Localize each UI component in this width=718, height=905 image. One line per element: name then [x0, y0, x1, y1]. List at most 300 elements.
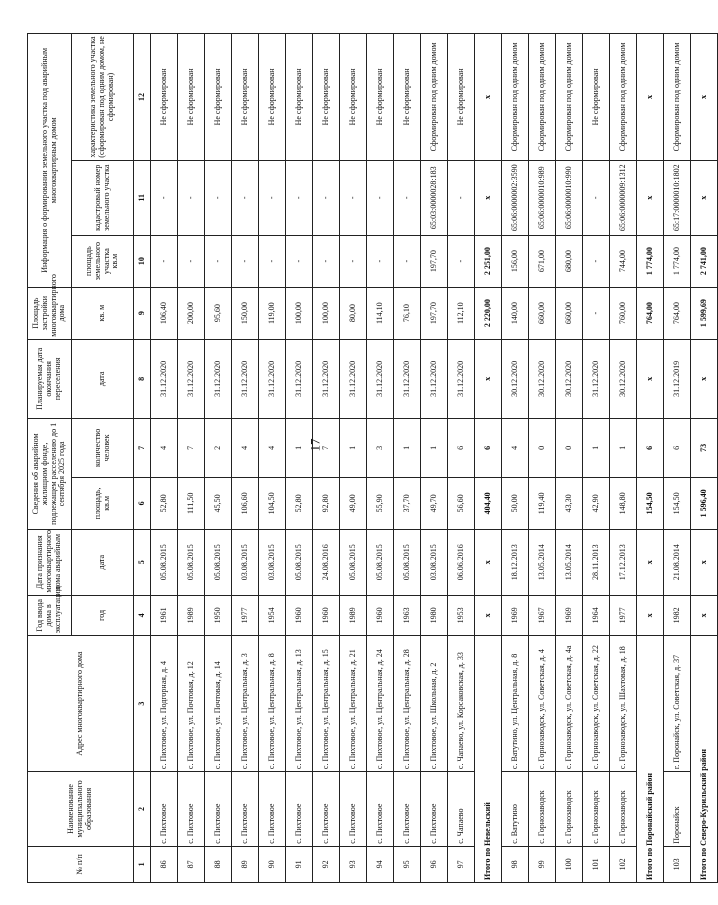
row-number: 92	[313, 846, 340, 882]
address-cell: с. Пихтовое, ул. Школьная, д. 2	[421, 636, 448, 772]
address-cell: с. Чапаево, ул. Корсаковская, д. 33	[448, 636, 475, 772]
column-number: 1	[134, 846, 151, 882]
address-cell: с. Горнозаводск, ул. Советская, д. 4	[529, 636, 556, 772]
cadastral-cell: -	[340, 160, 367, 235]
emergency-date-cell: 06.06.2016	[448, 529, 475, 595]
address-cell: г. Поронайск, ул. Советская, д. 37	[664, 636, 691, 772]
land-area-cell: -	[259, 235, 286, 287]
table-row	[286, 34, 313, 883]
address-cell: с. Пихтовое, ул. Центральная, д. 3	[232, 636, 259, 772]
planned-date-cell: 30.12.2020	[556, 339, 583, 418]
characteristic-cell: Не сформирован	[367, 34, 394, 161]
characteristic-cell: Сформирован под одним домом	[556, 34, 583, 161]
header-address: Адрес многоквартирного дома	[28, 636, 134, 772]
total-larea-cell: 2 251,00	[475, 235, 502, 287]
planned-date-cell: 31.12.2020	[232, 339, 259, 418]
municipality-cell: с. Пихтовое	[367, 772, 394, 847]
resettle-area-cell: 154,50	[664, 477, 691, 529]
planned-date-cell: 30.12.2020	[502, 339, 529, 418]
planned-date-cell: 30.12.2020	[610, 339, 637, 418]
house-area-cell: 112,10	[448, 287, 475, 339]
resettle-area-cell: 148,80	[610, 477, 637, 529]
municipality-cell: с. Горнозаводск	[583, 772, 610, 847]
cadastral-cell: -	[367, 160, 394, 235]
header-land-area	[72, 235, 134, 287]
planned-date-cell: 31.12.2020	[151, 339, 178, 418]
year-cell: 1989	[178, 595, 205, 636]
table-row	[610, 34, 637, 883]
total-harea-cell: 764,00	[637, 287, 664, 339]
total-plan-cell: х	[691, 339, 718, 418]
total-year-cell: х	[691, 595, 718, 636]
total-area-cell: 1 596,40	[691, 477, 718, 529]
total-label: Итого по Поронайский район	[637, 636, 664, 883]
table-row	[502, 34, 529, 883]
emergency-date-cell: 05.08.2015	[178, 529, 205, 595]
people-cell: 6	[664, 418, 691, 477]
people-cell: 4	[232, 418, 259, 477]
resettle-area-cell: 106,60	[232, 477, 259, 529]
emergency-date-cell: 03.08.2015	[232, 529, 259, 595]
column-number: 4	[134, 595, 151, 636]
address-cell: с. Горнозаводск, ул. Шахтовая, д. 18	[610, 636, 637, 772]
house-area-cell: -	[583, 287, 610, 339]
total-people-cell: 73	[691, 418, 718, 477]
table-row	[421, 34, 448, 883]
table-row	[313, 34, 340, 883]
characteristic-cell: Не сформирован	[232, 34, 259, 161]
house-area-cell: 660,00	[529, 287, 556, 339]
total-char-cell: х	[475, 34, 502, 161]
address-cell: с. Пихтовое, ул. Центральная, д. 24	[367, 636, 394, 772]
row-number: 102	[610, 846, 637, 882]
year-cell: 1960	[286, 595, 313, 636]
people-cell: 7	[178, 418, 205, 477]
characteristic-cell: Сформирован под одним домом	[610, 34, 637, 161]
emergency-date-cell: 17.12.2013	[610, 529, 637, 595]
house-area-cell: 80,00	[340, 287, 367, 339]
address-cell: с. Пихтовое, ул. Центральная, д. 15	[313, 636, 340, 772]
house-area-cell: 660,00	[556, 287, 583, 339]
header-characteristic: характеристика земельного участка (сформирован под одним домом, не сформирован)	[72, 34, 134, 161]
characteristic-cell: Не сформирован	[205, 34, 232, 161]
table-row	[205, 34, 232, 883]
cadastral-cell: -	[394, 160, 421, 235]
people-cell: 4	[502, 418, 529, 477]
cadastral-cell: -	[205, 160, 232, 235]
characteristic-cell: Сформирован под одним домом	[529, 34, 556, 161]
table-row	[394, 34, 421, 883]
planned-date-cell: 31.12.2020	[178, 339, 205, 418]
house-area-cell: 140,00	[502, 287, 529, 339]
address-cell: с. Пихтовое, ул. Центральная, д. 13	[286, 636, 313, 772]
municipality-cell: с. Пихтовое	[259, 772, 286, 847]
house-area-cell: 76,10	[394, 287, 421, 339]
municipality-cell: Поронайск	[664, 772, 691, 847]
land-area-cell: 680,00	[556, 235, 583, 287]
municipality-cell: с. Пихтовое	[421, 772, 448, 847]
characteristic-cell: Сформирован под одним домом	[502, 34, 529, 161]
house-area-cell: 150,00	[232, 287, 259, 339]
emergency-date-cell: 24.08.2016	[313, 529, 340, 595]
cadastral-cell: -	[313, 160, 340, 235]
resettle-area-cell: 42,90	[583, 477, 610, 529]
column-number: 7	[134, 418, 151, 477]
row-number: 100	[556, 846, 583, 882]
resettle-area-cell: 52,80	[286, 477, 313, 529]
planned-date-cell: 31.12.2019	[664, 339, 691, 418]
table-row	[556, 34, 583, 883]
cadastral-cell: 65:06:0000010:989	[529, 160, 556, 235]
header-resettle: Сведения об аварийном жилищном фонде, подлежащем расселению до 1 сентября 2025 года	[28, 418, 72, 529]
house-area-cell: 95,60	[205, 287, 232, 339]
cadastral-cell: -	[583, 160, 610, 235]
row-number: 91	[286, 846, 313, 882]
resettle-area-cell: 49,00	[340, 477, 367, 529]
emergency-housing-table	[27, 33, 718, 883]
land-area-cell: -	[448, 235, 475, 287]
total-larea-cell: 1 774,00	[637, 235, 664, 287]
total-row	[475, 34, 502, 883]
land-area-cell: 671,00	[529, 235, 556, 287]
planned-date-cell: 31.12.2020	[367, 339, 394, 418]
planned-date-cell: 31.12.2020	[205, 339, 232, 418]
row-number: 98	[502, 846, 529, 882]
emergency-date-cell: 03.08.2015	[259, 529, 286, 595]
characteristic-cell: Не сформирован	[394, 34, 421, 161]
land-area-cell: 1 774,00	[664, 235, 691, 287]
emergency-date-cell: 21.08.2014	[664, 529, 691, 595]
address-cell: с. Пихтовое, ул. Подгорная, д. 4	[151, 636, 178, 772]
land-area-cell: 156,00	[502, 235, 529, 287]
planned-date-cell: 31.12.2020	[286, 339, 313, 418]
header-emergency-date-sub: дата	[72, 529, 134, 595]
characteristic-cell: Не сформирован	[151, 34, 178, 161]
land-area-cell: -	[394, 235, 421, 287]
address-cell: с. Пихтовое, ул. Почтовая, д. 12	[178, 636, 205, 772]
row-number: 89	[232, 846, 259, 882]
resettle-area-cell: 92,80	[313, 477, 340, 529]
total-cad-cell: х	[691, 160, 718, 235]
municipality-cell: с. Ватутино	[502, 772, 529, 847]
total-row	[691, 34, 718, 883]
header-emergency-date: Дата признания многоквартирного дома аварийным	[28, 529, 72, 595]
house-area-cell: 114,10	[367, 287, 394, 339]
land-area-cell: -	[286, 235, 313, 287]
cadastral-cell: -	[286, 160, 313, 235]
resettle-area-cell: 55,90	[367, 477, 394, 529]
address-cell: с. Горнозаводск, ул. Советская, д. 22	[583, 636, 610, 772]
characteristic-cell: Не сформирован	[313, 34, 340, 161]
planned-date-cell: 31.12.2020	[448, 339, 475, 418]
people-cell: 1	[394, 418, 421, 477]
municipality-cell: с. Пихтовое	[313, 772, 340, 847]
column-number: 6	[134, 477, 151, 529]
cadastral-cell: 65:06:0000010:990	[556, 160, 583, 235]
land-area-cell: 197,70	[421, 235, 448, 287]
row-number: 97	[448, 846, 475, 882]
land-area-cell: -	[178, 235, 205, 287]
year-cell: 1964	[583, 595, 610, 636]
header-land-area-label: площадь земельного участка	[83, 241, 111, 281]
municipality-cell: с. Пихтовое	[394, 772, 421, 847]
emergency-date-cell: 03.08.2015	[421, 529, 448, 595]
year-cell: 1954	[259, 595, 286, 636]
municipality-cell: с. Чапаево	[448, 772, 475, 847]
resettle-area-cell: 50,00	[502, 477, 529, 529]
column-number: 10	[134, 235, 151, 287]
total-char-cell: х	[691, 34, 718, 161]
municipality-cell: с. Пихтовое	[178, 772, 205, 847]
land-area-cell: -	[151, 235, 178, 287]
address-cell: с. Пихтовое, ул. Центральная, д. 8	[259, 636, 286, 772]
land-area-cell: -	[313, 235, 340, 287]
resettle-area-cell: 111,50	[178, 477, 205, 529]
emergency-date-cell: 28.11.2013	[583, 529, 610, 595]
table-row	[232, 34, 259, 883]
house-area-cell: 760,00	[610, 287, 637, 339]
house-area-cell: 197,70	[421, 287, 448, 339]
year-cell: 1950	[205, 595, 232, 636]
resettle-area-cell: 119,40	[529, 477, 556, 529]
year-cell: 1969	[556, 595, 583, 636]
table-row	[664, 34, 691, 883]
municipality-cell: с. Пихтовое	[151, 772, 178, 847]
planned-date-cell: 31.12.2020	[421, 339, 448, 418]
total-cad-cell: х	[475, 160, 502, 235]
header-land-area-unit: кв.м	[110, 253, 120, 269]
municipality-cell: с. Пихтовое	[340, 772, 367, 847]
planned-date-cell: 31.12.2020	[583, 339, 610, 418]
emergency-date-cell: 05.08.2015	[205, 529, 232, 595]
row-number: 86	[151, 846, 178, 882]
people-cell: 1	[421, 418, 448, 477]
municipality-cell: с. Пихтовое	[286, 772, 313, 847]
year-cell: 1977	[232, 595, 259, 636]
total-plan-cell: х	[637, 339, 664, 418]
emergency-date-cell: 05.08.2015	[286, 529, 313, 595]
cadastral-cell: -	[259, 160, 286, 235]
total-year-cell: х	[475, 595, 502, 636]
emergency-date-cell: 05.08.2015	[151, 529, 178, 595]
planned-date-cell: 31.12.2020	[394, 339, 421, 418]
municipality-cell: с. Пихтовое	[232, 772, 259, 847]
page-number: 17	[307, 438, 323, 452]
people-cell: 4	[259, 418, 286, 477]
house-area-cell: 200,00	[178, 287, 205, 339]
year-cell: 1980	[421, 595, 448, 636]
people-cell: 7	[313, 418, 340, 477]
total-row	[637, 34, 664, 883]
house-area-cell: 106,40	[151, 287, 178, 339]
emergency-date-cell: 18.12.2013	[502, 529, 529, 595]
planned-date-cell: 31.12.2020	[340, 339, 367, 418]
land-area-cell: -	[340, 235, 367, 287]
total-cad-cell: х	[637, 160, 664, 235]
row-number: 93	[340, 846, 367, 882]
emergency-date-cell: 05.08.2015	[367, 529, 394, 595]
header-cadastral: кадастровый номер земельного участка	[72, 160, 134, 235]
municipality-cell: с. Горнозаводск	[556, 772, 583, 847]
land-area-cell: -	[232, 235, 259, 287]
table-row	[340, 34, 367, 883]
header-municipality: Наименование муниципального образования	[28, 772, 134, 847]
table-header	[28, 34, 134, 883]
total-area-cell: 404,40	[475, 477, 502, 529]
address-cell: с. Пихтовое, ул. Центральная, д. 21	[340, 636, 367, 772]
people-cell: 4	[151, 418, 178, 477]
rotated-table-container	[27, 33, 708, 883]
people-cell: 3	[367, 418, 394, 477]
row-number: 99	[529, 846, 556, 882]
resettle-area-cell: 43,30	[556, 477, 583, 529]
characteristic-cell: Сформирован под одним домом	[421, 34, 448, 161]
total-people-cell: 6	[637, 418, 664, 477]
row-number: 95	[394, 846, 421, 882]
year-cell: 1960	[367, 595, 394, 636]
people-cell: 1	[286, 418, 313, 477]
people-cell: 0	[556, 418, 583, 477]
characteristic-cell: Не сформирован	[286, 34, 313, 161]
people-cell: 0	[529, 418, 556, 477]
total-harea-cell: 1 599,69	[691, 287, 718, 339]
column-number: 8	[134, 339, 151, 418]
row-number: 94	[367, 846, 394, 882]
table-row	[178, 34, 205, 883]
header-land: Информация о формировании земельного участка под аварийным многоквартирным домом	[28, 34, 72, 288]
characteristic-cell: Не сформирован	[583, 34, 610, 161]
total-area-cell: 154,50	[637, 477, 664, 529]
table-row	[529, 34, 556, 883]
municipality-cell: с. Горнозаводск	[610, 772, 637, 847]
total-date-cell: х	[691, 529, 718, 595]
year-cell: 1977	[610, 595, 637, 636]
house-area-cell: 764,00	[664, 287, 691, 339]
house-area-cell: 119,00	[259, 287, 286, 339]
table-body	[134, 34, 718, 883]
header-year-sub: год	[72, 595, 134, 636]
header-house-area: Площадь застройки многоквартирного дома	[28, 287, 72, 339]
header-resettle-area: площадь, кв.м	[72, 477, 134, 529]
row-number: 87	[178, 846, 205, 882]
emergency-date-cell: 13.05.2014	[529, 529, 556, 595]
table-row	[448, 34, 475, 883]
emergency-date-cell: 05.08.2015	[394, 529, 421, 595]
address-cell: с. Пихтовое, ул. Почтовая, д. 14	[205, 636, 232, 772]
table-row	[151, 34, 178, 883]
land-area-cell: -	[583, 235, 610, 287]
emergency-date-cell: 05.08.2015	[340, 529, 367, 595]
year-cell: 1961	[151, 595, 178, 636]
planned-date-cell: 31.12.2020	[259, 339, 286, 418]
header-year: Год ввода дома в эксплуатацию	[28, 595, 72, 636]
emergency-date-cell: 13.05.2014	[556, 529, 583, 595]
characteristic-cell: Не сформирован	[178, 34, 205, 161]
row-number: 88	[205, 846, 232, 882]
house-area-cell: 100,00	[286, 287, 313, 339]
header-resettle-people: количество человек	[72, 418, 134, 477]
municipality-cell: с. Пихтовое	[205, 772, 232, 847]
people-cell: 2	[205, 418, 232, 477]
cadastral-cell: 65:17:0000010:1802	[664, 160, 691, 235]
people-cell: 1	[340, 418, 367, 477]
resettle-area-cell: 104,50	[259, 477, 286, 529]
header-planned: Планируемая дата окончания переселения	[28, 339, 72, 418]
characteristic-cell: Не сформирован	[448, 34, 475, 161]
total-harea-cell: 2 220,00	[475, 287, 502, 339]
column-number: 5	[134, 529, 151, 595]
house-area-cell: 100,00	[313, 287, 340, 339]
total-char-cell: х	[637, 34, 664, 161]
land-area-cell: -	[205, 235, 232, 287]
row-number: 101	[583, 846, 610, 882]
column-numbers-row	[134, 34, 151, 883]
land-area-cell: -	[367, 235, 394, 287]
address-cell: с. Горнозаводск, ул. Советская, д. 4а	[556, 636, 583, 772]
total-label: Итого по Невельский	[475, 636, 502, 883]
column-number: 3	[134, 636, 151, 772]
table-row	[583, 34, 610, 883]
year-cell: 1963	[394, 595, 421, 636]
header-house-area-unit: кв. м	[72, 287, 134, 339]
resettle-area-cell: 52,80	[151, 477, 178, 529]
characteristic-cell: Не сформирован	[340, 34, 367, 161]
characteristic-cell: Сформирован под одним домом	[664, 34, 691, 161]
municipality-cell: с. Горнозаводск	[529, 772, 556, 847]
cadastral-cell: -	[448, 160, 475, 235]
column-number: 2	[134, 772, 151, 847]
table-row	[367, 34, 394, 883]
planned-date-cell: 31.12.2020	[313, 339, 340, 418]
table-row	[259, 34, 286, 883]
cadastral-cell: -	[232, 160, 259, 235]
people-cell: 1	[583, 418, 610, 477]
total-date-cell: х	[637, 529, 664, 595]
resettle-area-cell: 56,60	[448, 477, 475, 529]
resettle-area-cell: 45,50	[205, 477, 232, 529]
column-number: 11	[134, 160, 151, 235]
cadastral-cell: 65:06:0000009:1312	[610, 160, 637, 235]
land-area-cell: 744,00	[610, 235, 637, 287]
people-cell: 6	[448, 418, 475, 477]
planned-date-cell: 30.12.2020	[529, 339, 556, 418]
address-cell: с. Ватутино, ул. Центральная, д. 8	[502, 636, 529, 772]
year-cell: 1967	[529, 595, 556, 636]
total-plan-cell: х	[475, 339, 502, 418]
people-cell: 1	[610, 418, 637, 477]
year-cell: 1953	[448, 595, 475, 636]
cadastral-cell: 65:06:0000002:3590	[502, 160, 529, 235]
year-cell: 1969	[502, 595, 529, 636]
characteristic-cell: Не сформирован	[259, 34, 286, 161]
address-cell: с. Пихтовое, ул. Центральная, д. 28	[394, 636, 421, 772]
row-number: 90	[259, 846, 286, 882]
row-number: 103	[664, 846, 691, 882]
total-date-cell: х	[475, 529, 502, 595]
cadastral-cell: -	[151, 160, 178, 235]
column-number: 12	[134, 34, 151, 161]
resettle-area-cell: 49,70	[421, 477, 448, 529]
year-cell: 1960	[313, 595, 340, 636]
row-number: 96	[421, 846, 448, 882]
header-num: № п/п	[28, 846, 134, 882]
cadastral-cell: 65:03:0000028:183	[421, 160, 448, 235]
total-larea-cell: 2 741,00	[691, 235, 718, 287]
year-cell: 1989	[340, 595, 367, 636]
header-planned-sub: дата	[72, 339, 134, 418]
year-cell: 1982	[664, 595, 691, 636]
total-year-cell: х	[637, 595, 664, 636]
